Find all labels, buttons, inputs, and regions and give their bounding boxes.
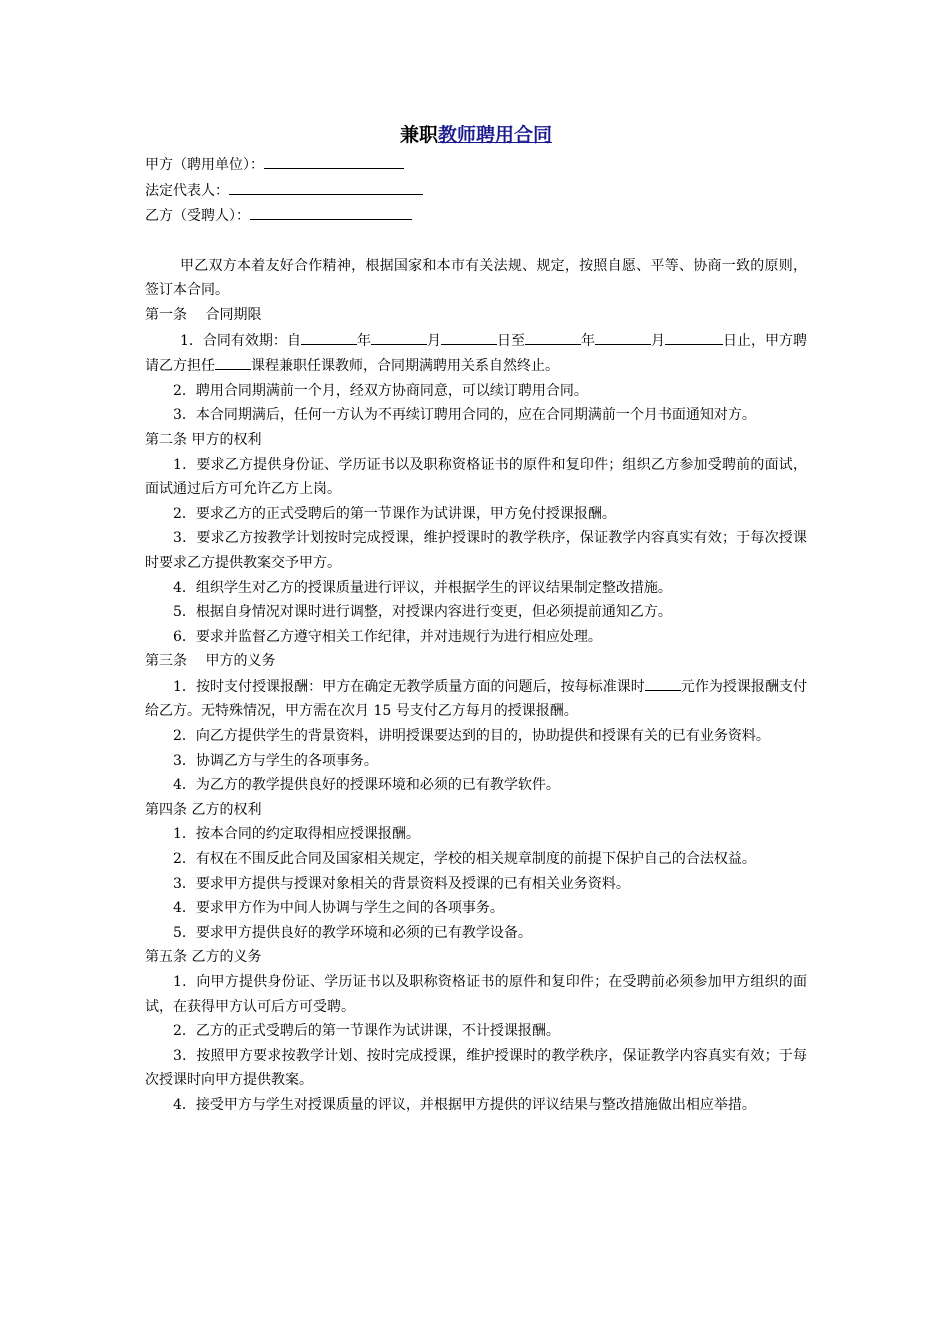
article-2-item [145, 502, 807, 527]
article-2-heading: 第二条 甲方的权利 [145, 431, 262, 448]
document-title [145, 118, 807, 152]
item-number: 2． [173, 851, 196, 868]
item-text: 要求甲方提供良好的教学环境和必须的已有教学设备。 [195, 924, 532, 941]
article-4-item [145, 921, 807, 946]
blank [371, 328, 427, 345]
item-number: 2． [173, 505, 196, 522]
blank [525, 328, 581, 345]
item-text: 按时支付授课报酬：甲方在确定无教学质量方面的问题后，按每标准课时 [195, 678, 645, 695]
legal-rep-line [145, 178, 807, 204]
item-number: 3． [173, 530, 197, 547]
item-number: 2． [173, 1023, 196, 1040]
item-text: 为乙方的教学提供良好的授课环境和必须的已有教学软件。 [195, 777, 560, 794]
item-number: 3． [173, 407, 196, 424]
title-link[interactable]: 教师聘用合同 [438, 124, 553, 146]
item-text: 要求乙方提供身份证、学历证书以及职称资格证书的原件和复印件；组织乙方参加受聘前的面试，面试通过后方可允许乙方上岗。 [145, 456, 807, 498]
item-number: 3． [173, 752, 196, 769]
article-2-item [145, 453, 807, 502]
party-b-blank [250, 203, 412, 220]
party-a-line [145, 152, 807, 178]
item-number: 1． [173, 456, 197, 473]
article-3-heading: 第三条 甲方的义务 [145, 653, 276, 670]
item-text: 日止，甲方聘请乙方担任 [145, 332, 808, 375]
item-text: 按本合同的约定取得相应授课报酬。 [195, 826, 420, 843]
article-5-item [145, 970, 807, 1019]
item-text: 按照甲方要求按教学计划、按时完成授课，维护授课时的教学秩序，保证教学内容真实有效；于每次授课时向甲方提供教案。 [145, 1047, 807, 1089]
article-1-item-2 [145, 379, 807, 404]
party-b-line [145, 203, 807, 229]
party-a-blank [264, 152, 404, 169]
item-text: 课程兼职任课教师，合同期满聘用关系自然终止。 [251, 358, 559, 375]
article-2-item [145, 600, 807, 625]
item-number: 4． [173, 777, 196, 794]
blank [645, 674, 681, 691]
article-5-item [145, 1019, 807, 1044]
item-number: 2． [173, 382, 196, 399]
item-text: 聘用合同期满前一个月，经双方协商同意，可以续订聘用合同。 [195, 382, 588, 399]
title-plain: 兼职 [399, 124, 438, 146]
item-number: 5． [173, 604, 196, 621]
item-number: 1． [173, 974, 197, 990]
blank [441, 328, 497, 345]
item-text: 要求乙方的正式受聘后的第一节课作为试讲课，甲方免付授课报酬。 [195, 505, 616, 522]
item-text: 向乙方提供学生的背景资料，讲明授课要达到的目的，协助提供和授课有关的已有业务资料。 [195, 728, 770, 745]
item-text: 要求乙方按教学计划按时完成授课，维护授课时的教学秩序，保证教学内容真实有效；于每次授课时要求乙方提供教案交予甲方。 [145, 530, 807, 571]
item-number: 6． [173, 628, 196, 645]
article-5-item [145, 1093, 807, 1118]
item-text: 月 [651, 332, 666, 349]
item-text: 要求并监督乙方遵守相关工作纪律，并对违规行为进行相应处理。 [195, 628, 602, 645]
item-number: 4． [173, 579, 196, 596]
blank [215, 353, 251, 370]
contract-page [145, 118, 807, 1118]
article-1-item-1 [145, 328, 807, 379]
item-text: 向甲方提供身份证、学历证书以及职称资格证书的原件和复印件；在受聘前必须参加甲方组织的面试，在获得甲方认可后方可受聘。 [145, 974, 807, 1015]
article-5-heading: 第五条 乙方的义务 [145, 949, 262, 966]
item-number: 5． [173, 924, 196, 941]
item-text: 接受甲方与学生对授课质量的评议，并根据甲方提供的评议结果与整改措施做出相应举措。 [195, 1096, 756, 1113]
legal-rep-label: 法定代表人： [145, 182, 229, 199]
item-text: 有权在不围反此合同及国家相关规定，学校的相关规章制度的前提下保护自己的合法权益。 [195, 851, 756, 868]
item-text: 要求甲方提供与授课对象相关的背景资料及授课的已有相关业务资料。 [195, 875, 630, 892]
item-number: 1． [173, 678, 196, 695]
blank [595, 328, 651, 345]
item-text: 合同有效期：自 [202, 332, 301, 349]
article-3-item [145, 749, 807, 774]
item-number: 4． [173, 900, 196, 917]
item-number: 3． [173, 1047, 197, 1064]
item-text: 乙方的正式受聘后的第一节课作为试讲课，不计授课报酬。 [195, 1023, 560, 1040]
article-3-item-1 [145, 674, 807, 724]
article-4-item [145, 822, 807, 847]
article-2-item [145, 576, 807, 601]
article-2-item [145, 526, 807, 575]
article-1-item-3 [145, 403, 807, 428]
item-text: 年 [581, 332, 596, 349]
article-4-item [145, 896, 807, 921]
item-number: 1． [180, 332, 203, 349]
article-4-item [145, 847, 807, 872]
item-number: 1． [173, 826, 196, 843]
item-text: 根据自身情况对课时进行调整，对授课内容进行变更，但必须提前通知乙方。 [195, 604, 672, 621]
item-text: 协调乙方与学生的各项事务。 [195, 752, 378, 769]
party-a-label: 甲方（聘用单位）： [145, 157, 264, 173]
item-text: 月 [426, 332, 441, 349]
item-number: 2． [173, 728, 196, 745]
article-5-item [145, 1044, 807, 1093]
article-4-item [145, 872, 807, 897]
item-text: 本合同期满后，任何一方认为不再续订聘用合同的，应在合同期满前一个月书面通知对方。 [195, 407, 756, 424]
item-text: 年 [356, 332, 371, 349]
item-text: 元作为授课报酬支付给乙方。无特殊情况，甲方需在次月 15 号支付乙方每月的授课报酬。 [145, 678, 808, 720]
item-text: 组织学生对乙方的授课质量进行评议，并根据学生的评议结果制定整改措施。 [195, 579, 672, 596]
legal-rep-blank [229, 178, 423, 195]
item-number: 3． [173, 875, 196, 892]
article-2-item [145, 625, 807, 650]
item-number: 4． [173, 1096, 196, 1113]
item-text: 要求甲方作为中间人协调与学生之间的各项事务。 [195, 900, 504, 917]
blank [301, 328, 357, 345]
article-4-heading: 第四条 乙方的权利 [145, 801, 262, 818]
intro-paragraph: 甲乙双方本着友好合作精神，根据国家和本市有关法规、规定，按照自愿、平等、协商一致的原则，签订本合同。 [145, 257, 807, 299]
party-b-label: 乙方（受聘人）： [145, 208, 250, 225]
item-text: 日至 [496, 332, 525, 349]
article-1-heading: 第一条 合同期限 [145, 306, 262, 323]
blank [665, 328, 723, 345]
article-3-item [145, 724, 807, 749]
article-3-item [145, 773, 807, 798]
